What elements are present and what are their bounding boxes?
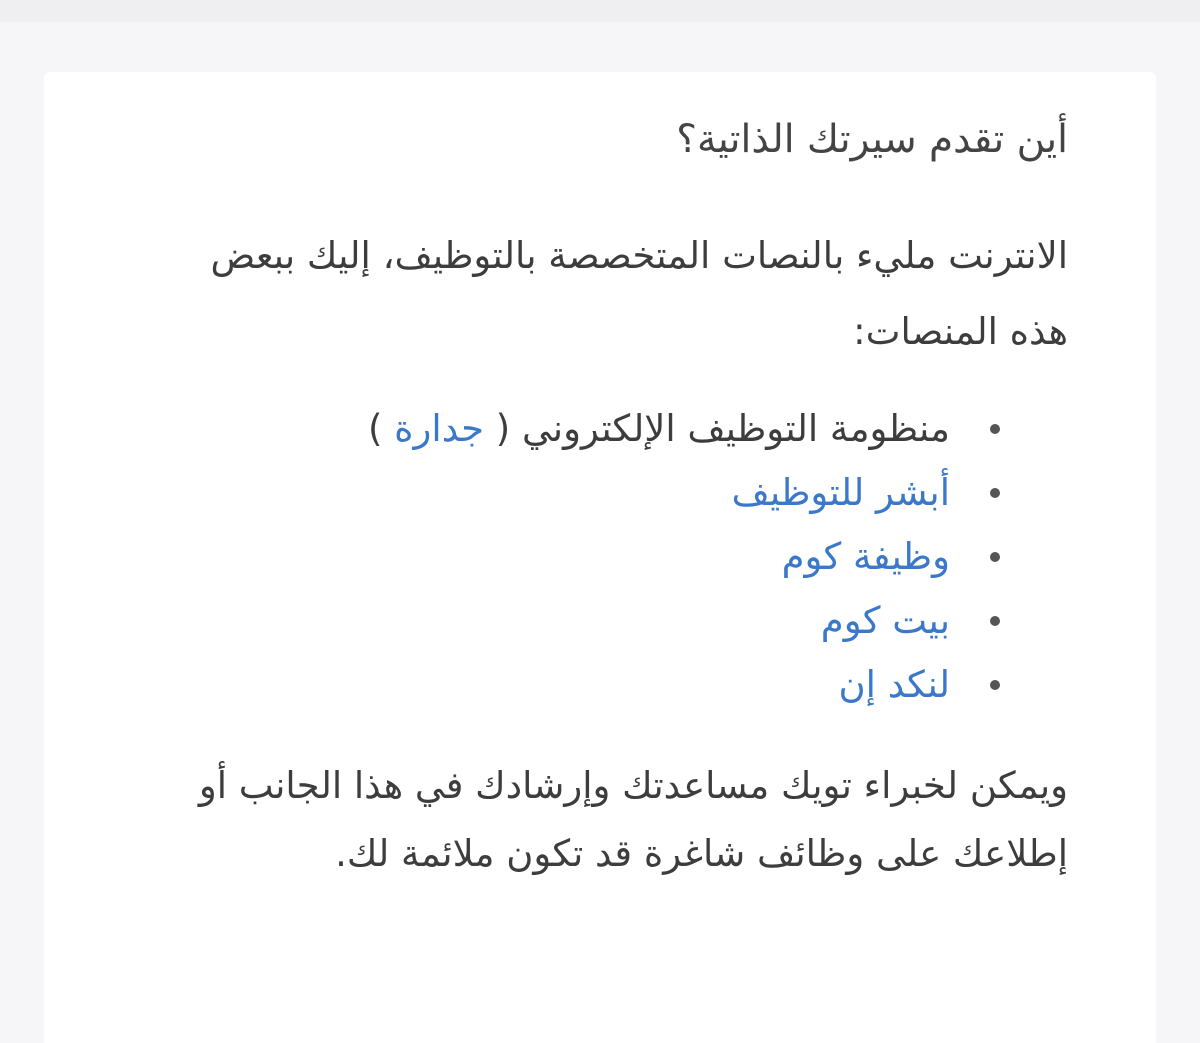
link-bayt-com[interactable]: بيت كوم bbox=[820, 599, 950, 642]
outro-paragraph: ويمكن لخبراء تويك مساعدتك وإرشادك في هذا الجانب أو إطلاعك على وظائف شاغرة قد تكون ملائمة لك. bbox=[198, 764, 1068, 875]
bullet-icon bbox=[990, 616, 1000, 626]
platform-list bbox=[168, 397, 1068, 717]
list-item bbox=[168, 461, 1068, 525]
article-card bbox=[44, 72, 1156, 1043]
link-jadarah[interactable]: جدارة bbox=[394, 407, 484, 450]
list-item bbox=[168, 653, 1068, 717]
list-item-prefix: منظومة التوظيف الإلكتروني ( bbox=[483, 407, 950, 450]
list-item bbox=[168, 525, 1068, 589]
intro-paragraph: الانترنت مليء بالنصات المتخصصة بالتوظيف، إليك ببعض هذه المنصات: bbox=[210, 234, 1068, 353]
link-linkedin[interactable]: لنكد إن bbox=[838, 663, 950, 706]
bullet-icon bbox=[990, 424, 1000, 434]
list-item bbox=[168, 589, 1068, 653]
link-absher-jobs[interactable]: أبشر للتوظيف bbox=[731, 471, 950, 514]
list-item bbox=[168, 397, 1068, 461]
link-wathefa-com[interactable]: وظيفة كوم bbox=[781, 535, 950, 578]
list-item-suffix: ) bbox=[367, 407, 395, 450]
bullet-icon bbox=[990, 488, 1000, 498]
bullet-icon bbox=[990, 552, 1000, 562]
bullet-icon bbox=[990, 680, 1000, 690]
article-heading: أين تقدم سيرتك الذاتية؟ bbox=[676, 117, 1068, 162]
top-strip bbox=[0, 0, 1200, 22]
